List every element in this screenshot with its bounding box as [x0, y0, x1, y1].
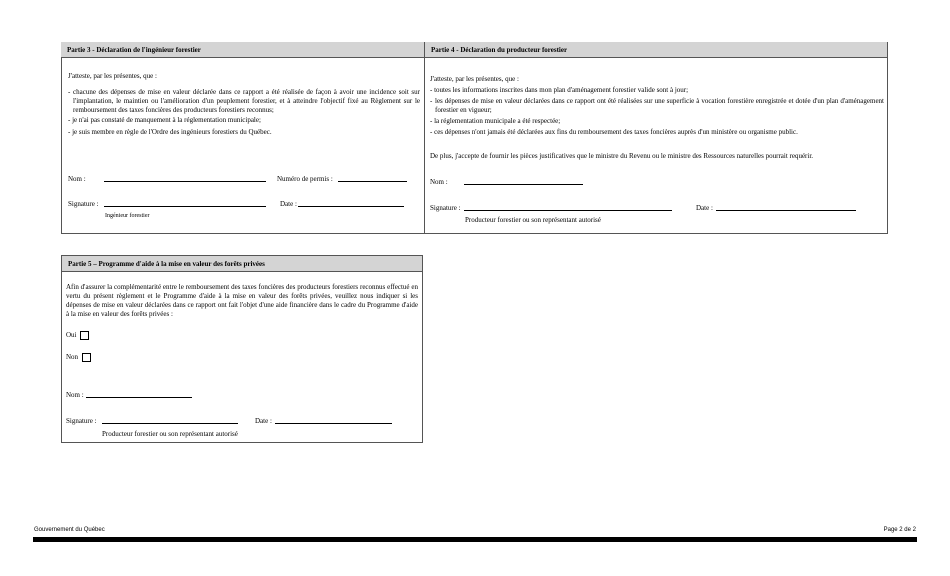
part3-nom-field[interactable]: [104, 181, 266, 182]
part4-date-label: Date :: [696, 204, 713, 212]
part4-title: Partie 4 - Déclaration du producteur forestier: [431, 46, 568, 54]
part5-nom-label: Nom :: [66, 391, 84, 399]
part4-date-field[interactable]: [716, 210, 856, 211]
part4-item: - la réglementation municipale a été respectée;: [430, 117, 561, 125]
part3-item: - chacune des dépenses de mise en valeur déclarée dans ce rapport a été réalisée de façon à avoir une incidence soit sur l'implantation, le maintien ou l'amélioration d'un peuplement forestier, et à atteindre l'objectif fixé au Règlement sur le remboursement des taxes foncières des producteurs forestiers reconnus;: [68, 88, 420, 114]
column-divider: [424, 42, 425, 233]
part5-non: [66, 353, 91, 362]
part3-date-label: Date :: [280, 200, 297, 208]
part4-header: [425, 42, 887, 58]
part5-signer-role: Producteur forestier ou son représentant autorisé: [102, 430, 238, 438]
part3-nom-label: Nom :: [68, 175, 86, 183]
part4-item: - ces dépenses n'ont jamais été déclarées aux fins du remboursement des taxes foncières auprès d'un ministère ou organisme public.: [430, 128, 798, 136]
part3-intro: J'atteste, par les présentes, que :: [68, 72, 157, 80]
part5-date-field[interactable]: [275, 423, 392, 424]
part5-date-label: Date :: [255, 417, 272, 425]
part4-item-text: les dépenses de mise en valeur déclarées dans ce rapport ont été réalisées sur une superficie à vocation forestière enregistrée et dotée d'un plan d'aménagement forestier en vigueur;: [435, 97, 884, 114]
part3-title: Partie 3 - Déclaration de l'ingénieur forestier: [67, 46, 201, 54]
part5-signature-field[interactable]: [102, 423, 238, 424]
oui-checkbox[interactable]: [80, 331, 89, 340]
part3-signature-label: Signature :: [68, 200, 99, 208]
part4-nom-field[interactable]: [464, 184, 583, 185]
non-checkbox[interactable]: [82, 353, 91, 362]
footer-right: Page 2 de 2: [883, 527, 916, 533]
part3-header: [61, 42, 425, 58]
part3-item-text: je n'ai pas constaté de manquement à la réglementation municipale;: [72, 116, 261, 124]
part4-signer-role: Producteur forestier ou son représentant autorisé: [465, 216, 601, 224]
part5-text: Afin d'assurer la complémentarité entre le remboursement des taxes foncières des producteurs forestiers reconnus effectué en vertu du présent règlement et le Programme d'aide à la mise en valeur des forêts privées, veuillez nous indiquer si les dépenses de mise en valeur déclarées dans ce rapport ont fait l'objet d'une aide financière dans le cadre du Programme d'aide à la mise en valeur des forêts privées :: [66, 283, 418, 318]
part4-item: - toutes les informations inscrites dans mon plan d'aménagement forestier valide sont à jour;: [430, 86, 689, 94]
part4-item-text: ces dépenses n'ont jamais été déclarées aux fins du remboursement des taxes foncières auprès d'un ministère ou organisme public.: [434, 128, 798, 136]
part3-item: - je n'ai pas constaté de manquement à la réglementation municipale;: [68, 116, 261, 124]
part4-item: - les dépenses de mise en valeur déclarées dans ce rapport ont été réalisées sur une superficie à vocation forestière enregistrée et dotée d'un plan d'aménagement forestier en vigueur;: [430, 97, 884, 114]
part4-extra: De plus, j'accepte de fournir les pièces justificatives que le ministre du Revenu ou le ministre des Ressources naturelles pourrait requérir.: [430, 152, 814, 160]
part4-nom-label: Nom :: [430, 178, 448, 186]
part4-item-text: toutes les informations inscrites dans mon plan d'aménagement forestier valide sont à jour;: [434, 86, 689, 94]
part3-permis-field[interactable]: [338, 181, 407, 182]
footer-bar: [33, 537, 917, 542]
part5-oui: [66, 331, 89, 340]
oui-label: Oui: [66, 331, 77, 340]
part5-signature-label: Signature :: [66, 417, 97, 425]
non-label: Non: [66, 353, 79, 362]
part5-nom-field[interactable]: [86, 397, 192, 398]
part3-permis-label: Numéro de permis :: [277, 175, 333, 183]
part4-signature-label: Signature :: [430, 204, 461, 212]
footer-left: Gouvernement du Québec: [34, 527, 105, 533]
part3-item-text: je suis membre en règle de l'Ordre des ingénieurs forestiers du Québec.: [72, 128, 272, 136]
part4-item-text: la réglementation municipale a été respectée;: [434, 117, 561, 125]
part4-intro: J'atteste, par les présentes, que :: [430, 75, 519, 83]
part5-header: [62, 256, 422, 272]
part3-date-field[interactable]: [298, 206, 404, 207]
part3-item: - je suis membre en règle de l'Ordre des ingénieurs forestiers du Québec.: [68, 128, 272, 136]
part3-signature-field[interactable]: [104, 206, 266, 207]
part4-signature-field[interactable]: [464, 210, 672, 211]
part5-title: Partie 5 – Programme d'aide à la mise en valeur des forêts privées: [68, 260, 265, 268]
part3-signer-role: Ingénieur forestier: [105, 213, 150, 219]
part3-item-text: chacune des dépenses de mise en valeur déclarée dans ce rapport a été réalisée de façon à avoir une incidence soit sur l'implantation, le maintien ou l'amélioration d'un peuplement forestier, et à atteindre l'objectif fixé au Règlement sur le remboursement des taxes foncières des producteurs forestiers reconnus;: [73, 88, 420, 114]
